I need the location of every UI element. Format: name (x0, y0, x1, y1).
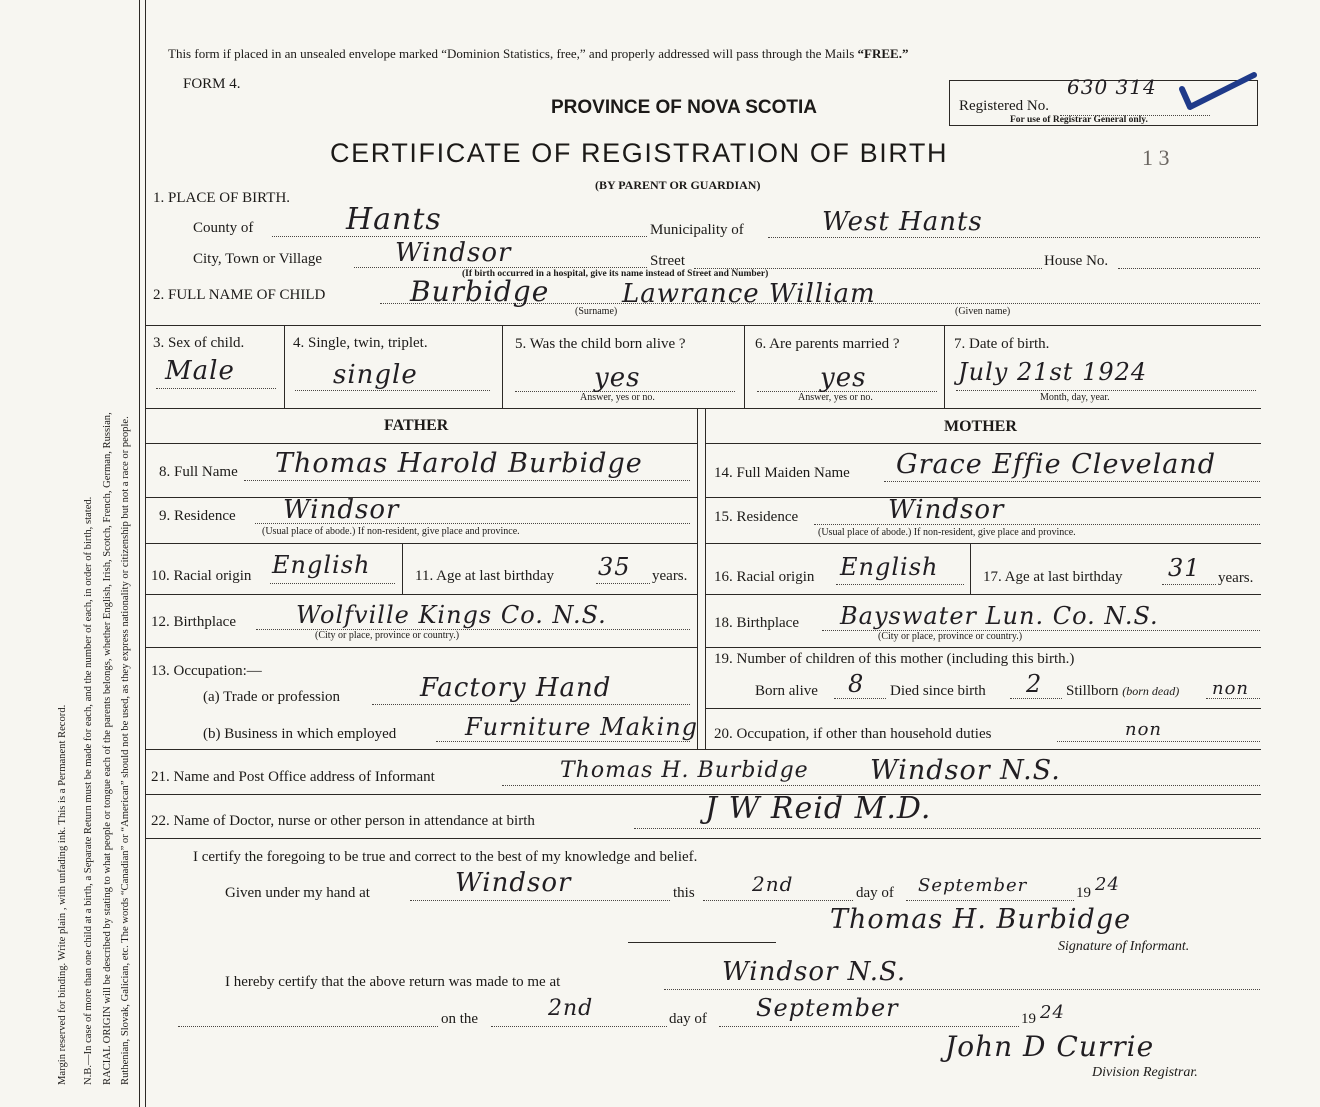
stillborn-note: (born dead) (1122, 684, 1180, 698)
occupation-label: 13. Occupation:— (151, 663, 262, 679)
father-racial-value: English (272, 551, 371, 579)
born-alive-caption: Answer, yes or no. (580, 392, 655, 403)
informant-signature: Thomas H. Burbidge (830, 904, 1132, 935)
father-residence-label: 9. Residence (159, 508, 236, 524)
father-residence-value: Windsor (283, 495, 400, 525)
checkmark-icon (1178, 71, 1258, 115)
given-place-line (410, 900, 670, 901)
father-residence-caption: (Usual place of abode.) If non-resident, give place and province. (262, 526, 520, 537)
informant-name-value: Thomas H. Burbidge (560, 758, 809, 783)
rule-mother-age-divider (970, 543, 971, 594)
trade-label: (a) Trade or profession (203, 689, 341, 705)
municipality-value: West Hants (822, 207, 983, 237)
mother-occupation-value: non (1125, 719, 1163, 740)
mother-age-value: 31 (1168, 554, 1201, 582)
rule-mother-residence (705, 543, 1261, 544)
mail-notice-free: “FREE.” (857, 46, 909, 61)
given-place-value: Windsor (455, 868, 572, 898)
father-years-label: years. (652, 568, 688, 584)
doctor-label: 22. Name of Doctor, nurse or other person in attendance at birth (151, 813, 535, 829)
rule-father-residence (145, 543, 697, 544)
this-label: this (673, 885, 695, 901)
margin-line-inner (145, 0, 146, 1107)
child-surname: Burbidge (410, 275, 550, 308)
rule-parents-divider-a (697, 409, 698, 749)
day-value: 2nd (752, 872, 794, 896)
father-racial-label: 10. Racial origin (151, 568, 252, 584)
father-racial-line (270, 583, 395, 584)
rule-father-racial (145, 594, 697, 595)
county-label: County of (193, 220, 254, 236)
died-line (1010, 698, 1062, 699)
rule-row3-top (145, 325, 1261, 326)
certificate-subtitle: (BY PARENT OR GUARDIAN) (595, 178, 761, 192)
county-line (272, 236, 647, 237)
father-birthplace-value: Wolfville Kings Co. N.S. (296, 601, 607, 629)
plurality-line (295, 390, 490, 391)
children-count-label: 19. Number of children of this mother (including this birth.) (714, 651, 1075, 667)
registered-value: 630 314 (1067, 75, 1157, 99)
mother-years-label: years. (1218, 570, 1254, 586)
mother-racial-value: English (840, 553, 939, 581)
child-name-label: 2. FULL NAME OF CHILD (153, 287, 326, 303)
father-age-label: 11. Age at last birthday (415, 568, 554, 584)
dob-caption: Month, day, year. (1040, 392, 1110, 403)
rule-father-age-divider (402, 543, 403, 594)
mail-notice-text: This form if placed in an unsealed envelope marked “Dominion Statistics, free,” and properly addressed will pass through the Mails (168, 46, 855, 61)
father-name-line (244, 480, 690, 481)
father-name-value: Thomas Harold Burbidge (275, 448, 643, 479)
rule-row3-col3 (744, 325, 745, 408)
rule-mother-birthplace (705, 647, 1261, 648)
side-note-racial-origin: RACIAL ORIGIN will be described by stating to what people or tongue each of the parents belongs, whether English, Irish, Scotch, French, German, Russian, (102, 412, 113, 1085)
side-note-nationality: Ruthenian, Slovak, Galician, etc. The words “Canadian” or “American” should not be used, as they express nationality or citizenship but not a race or people. (120, 416, 131, 1085)
child-given-names: Lawrance William (622, 279, 876, 309)
given-name-caption: (Given name) (955, 306, 1011, 317)
parents-married-label: 6. Are parents married ? (755, 336, 900, 352)
mother-occupation-label: 20. Occupation, if other than household duties (714, 726, 992, 742)
registered-label: Registered No. (959, 98, 1049, 114)
born-alive-label: 5. Was the child born alive ? (515, 336, 686, 352)
registrar-statement: I hereby certify that the above return was made to me at (225, 974, 561, 990)
month-value: September (918, 875, 1028, 896)
registrar-month-line (719, 1026, 1019, 1027)
rule-mother-head (705, 443, 1261, 444)
mother-residence-value: Windsor (888, 495, 1005, 525)
father-birthplace-caption: (City or place, province or country.) (315, 630, 460, 641)
side-note-multiple-births: N.B.—In case of more than one child at a birth, a Separate Return must be made for each, and the number of each, in order of birth, stated. (83, 496, 94, 1085)
mother-birthplace-label: 18. Birthplace (714, 615, 799, 631)
father-age-line (596, 583, 650, 584)
registrar-month-value: September (756, 994, 899, 1022)
registrar-caption: Division Registrar. (1092, 1065, 1198, 1080)
mother-age-line (1162, 584, 1216, 585)
signature-caption: Signature of Informant. (1058, 939, 1190, 954)
rule-father-head (145, 443, 697, 444)
place-of-birth-heading: 1. PLACE OF BIRTH. (153, 190, 291, 206)
sex-label: 3. Sex of child. (153, 335, 245, 351)
registrar-note: For use of Registrar General only. (1010, 115, 1148, 125)
side-note-binding: Margin reserved for binding. Write plain , with unfading ink. This is a Permanent Record. (57, 704, 68, 1085)
mother-birthplace-caption: (City or place, province or country.) (878, 631, 1023, 642)
registrar-year-value: 24 (1040, 1002, 1065, 1023)
day-line (703, 900, 853, 901)
plurality-value: single (333, 360, 418, 390)
dob-value: July 21st 1924 (958, 358, 1148, 386)
father-heading: FATHER (384, 417, 449, 434)
month-line (906, 900, 1074, 901)
trade-line (372, 704, 690, 705)
side-mark: 1 3 (1142, 145, 1170, 170)
mail-notice (168, 47, 908, 60)
form-number: FORM 4. (183, 76, 241, 92)
rule-row3-col1 (284, 325, 285, 408)
parents-married-value: yes (820, 363, 867, 393)
rule-parents-bottom (145, 749, 1261, 750)
dob-line (956, 390, 1256, 391)
given-under-label: Given under my hand at (225, 885, 370, 901)
house-label: House No. (1044, 253, 1109, 269)
mother-residence-label: 15. Residence (714, 509, 799, 525)
stillborn-label-text: Stillborn (1066, 683, 1119, 699)
certificate-title: CERTIFICATE OF REGISTRATION OF BIRTH (330, 138, 949, 168)
rule-mother-racial (705, 594, 1261, 595)
certify-statement: I certify the foregoing to be true and correct to the best of my knowledge and belief. (193, 849, 698, 865)
year-value: 24 (1095, 874, 1120, 895)
registered-box (949, 75, 1258, 126)
died-value: 2 (1026, 670, 1043, 698)
house-line (1118, 268, 1260, 269)
signature-rule (628, 942, 776, 943)
mother-age-label: 17. Age at last birthday (983, 569, 1123, 585)
registrar-place-line (664, 989, 1260, 990)
mother-residence-caption: (Usual place of abode.) If non-resident, give place and province. (818, 527, 1076, 538)
registrar-day-value: 2nd (548, 996, 594, 1021)
municipality-line (768, 237, 1260, 238)
province-title: PROVINCE OF NOVA SCOTIA (551, 97, 818, 118)
county-value: Hants (346, 202, 442, 237)
rule-mother-children (705, 708, 1261, 709)
registrar-place-value: Windsor N.S. (722, 957, 907, 987)
trade-value: Factory Hand (420, 673, 612, 703)
mother-name-label: 14. Full Maiden Name (714, 465, 850, 481)
rule-informant (145, 794, 1261, 795)
rule-row3-col2 (502, 325, 503, 408)
rule-row3-bottom (145, 408, 1261, 409)
rule-father-name (145, 497, 697, 498)
municipality-label: Municipality of (650, 222, 744, 238)
sex-value: Male (165, 356, 235, 386)
street-label: Street (650, 253, 685, 269)
rule-father-birthplace (145, 647, 697, 648)
born-alive-count-value: 8 (848, 670, 865, 698)
informant-label: 21. Name and Post Office address of Informant (151, 769, 435, 785)
father-age-value: 35 (598, 553, 631, 581)
born-alive-count-label: Born alive (755, 683, 818, 699)
father-name-label: 8. Full Name (159, 464, 238, 480)
mother-occupation-line (1057, 741, 1260, 742)
born-alive-count-line (834, 698, 886, 699)
rule-doctor (145, 838, 1261, 839)
father-birthplace-label: 12. Birthplace (151, 614, 236, 630)
mother-birthplace-value: Bayswater Lun. Co. N.S. (840, 602, 1159, 630)
informant-address-value: Windsor N.S. (870, 755, 1061, 786)
rule-row3-col4 (944, 325, 945, 408)
business-label: (b) Business in which employed (203, 726, 397, 742)
dob-label: 7. Date of birth. (954, 336, 1050, 352)
doctor-value: J W Reid M.D. (705, 791, 932, 826)
city-value: Windsor (395, 238, 512, 268)
year-prefix: 19 (1076, 885, 1091, 901)
registrar-day-of-label: day of (669, 1011, 707, 1027)
doctor-line (634, 828, 1260, 829)
sex-line (156, 388, 276, 389)
stillborn-value: non (1212, 678, 1250, 699)
registrar-lead-line (178, 1026, 438, 1027)
registrar-day-line (491, 1026, 667, 1027)
mother-racial-line (836, 584, 964, 585)
on-the-label: on the (441, 1011, 479, 1027)
mother-heading: MOTHER (944, 418, 1017, 435)
margin-line-outer (139, 0, 140, 1107)
stillborn-label (1066, 684, 1179, 699)
died-label: Died since birth (890, 683, 986, 699)
rule-parents-divider-b (705, 409, 706, 749)
business-value: Furniture Making (465, 713, 699, 741)
born-alive-value: yes (594, 363, 641, 393)
city-label: City, Town or Village (193, 251, 323, 267)
mother-name-line (884, 481, 1260, 482)
plurality-label: 4. Single, twin, triplet. (293, 335, 428, 351)
registrar-signature: John D Currie (945, 1030, 1155, 1063)
surname-caption: (Surname) (575, 306, 618, 317)
mother-name-value: Grace Effie Cleveland (896, 449, 1217, 480)
mother-racial-label: 16. Racial origin (714, 569, 815, 585)
hospital-note: (If birth occurred in a hospital, give its name instead of Street and Number) (462, 269, 769, 279)
registrar-year-prefix: 19 (1021, 1011, 1036, 1027)
mother-residence-line (814, 524, 1260, 525)
parents-married-caption: Answer, yes or no. (798, 392, 873, 403)
day-of-label: day of (856, 885, 894, 901)
business-line (436, 741, 690, 742)
